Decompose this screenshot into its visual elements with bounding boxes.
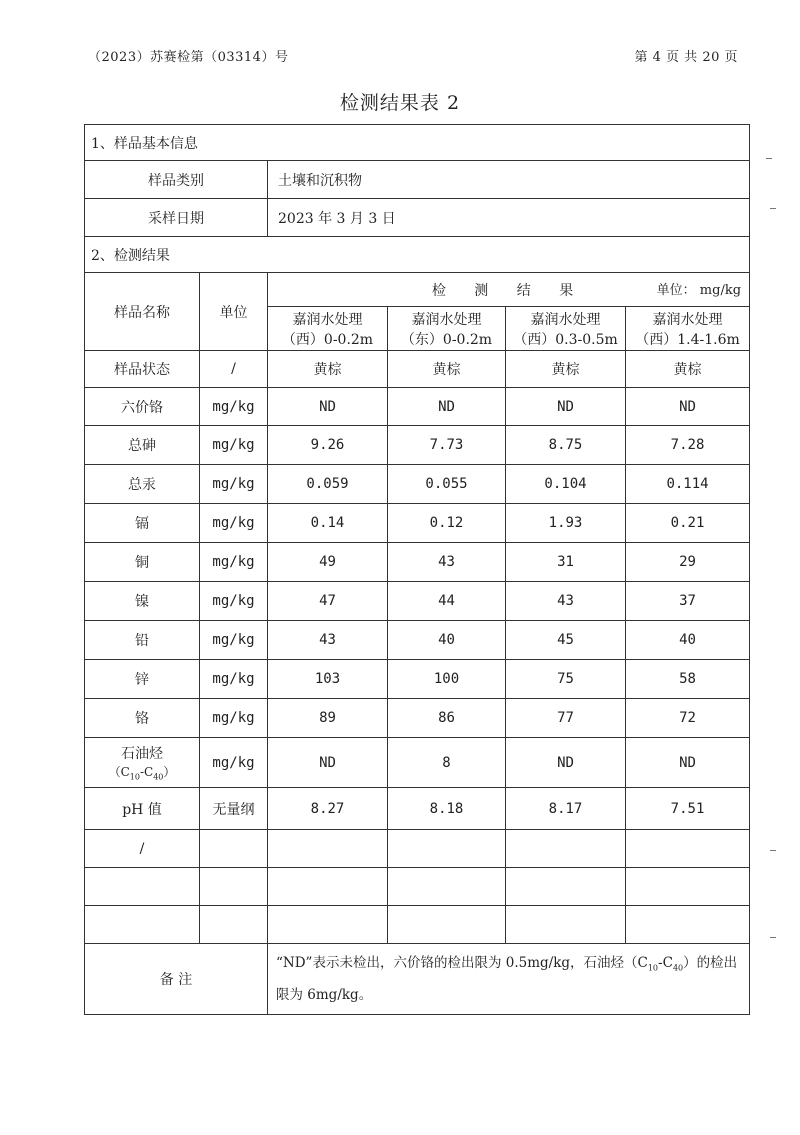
row-value: ND — [506, 738, 626, 788]
row-value: ND — [268, 388, 388, 426]
row-value: ND — [626, 388, 750, 426]
row-value: 43 — [388, 543, 506, 582]
sampling-date-label: 采样日期 — [85, 199, 268, 237]
category-value: 土壤和沉积物 — [268, 161, 750, 199]
sample-line1: 嘉润水处理 — [530, 311, 601, 328]
row-value: 72 — [626, 699, 750, 738]
sample-line1: 嘉润水处理 — [292, 311, 363, 328]
petroleum-name: 石油烃 — [121, 746, 163, 763]
sample-line2: （西）1.4-1.6m — [635, 331, 740, 348]
result-title: 检 测 结 果 — [431, 282, 586, 299]
row-unit: mg/kg — [200, 660, 268, 699]
basic-info-section-row — [85, 125, 750, 161]
col-header-unit: 单位 — [200, 273, 268, 351]
sample-line2: （西）0.3-0.5m — [513, 331, 618, 348]
row-value: 58 — [626, 660, 750, 699]
col-header-results — [268, 273, 750, 307]
row-value: 9.26 — [268, 426, 388, 465]
row-value: 8.17 — [506, 788, 626, 830]
result-table-container — [84, 124, 749, 1015]
margin-mark — [770, 208, 776, 209]
row-unit: / — [200, 351, 268, 388]
row-value: 1.93 — [506, 504, 626, 543]
row-name: 镉 — [85, 504, 200, 543]
row-value: 黄棕 — [388, 351, 506, 388]
row-value: 8.18 — [388, 788, 506, 830]
row-value: 7.28 — [626, 426, 750, 465]
sampling-date-row — [85, 199, 750, 237]
row-name: 铬 — [85, 699, 200, 738]
table-row — [85, 543, 750, 582]
row-name: pH 值 — [85, 788, 200, 830]
row-value: 43 — [268, 621, 388, 660]
row-value: 0.14 — [268, 504, 388, 543]
row-unit: mg/kg — [200, 388, 268, 426]
row-value: 29 — [626, 543, 750, 582]
sampling-date-value: 2023 年 3 月 3 日 — [268, 199, 750, 237]
row-value: 40 — [388, 621, 506, 660]
row-unit: mg/kg — [200, 699, 268, 738]
result-header-row — [85, 273, 750, 307]
row-value: 黄棕 — [268, 351, 388, 388]
row-name: 总汞 — [85, 465, 200, 504]
result-unit: 单位： mg/kg — [656, 283, 742, 298]
row-value: ND — [388, 388, 506, 426]
results-section-label: 2、检测结果 — [85, 237, 750, 273]
table-row-empty — [85, 868, 750, 906]
row-value: 100 — [388, 660, 506, 699]
table-row-petroleum — [85, 738, 750, 788]
petroleum-range: $(C_{10}-C_{40})$ — [108, 765, 176, 782]
sample-header — [506, 307, 626, 351]
row-value: 0.104 — [506, 465, 626, 504]
table-row — [85, 351, 750, 388]
row-name: 锌 — [85, 660, 200, 699]
row-unit: mg/kg — [200, 738, 268, 788]
category-row — [85, 161, 750, 199]
margin-mark — [766, 158, 772, 159]
row-value: 0.055 — [388, 465, 506, 504]
table-row — [85, 660, 750, 699]
table-row — [85, 699, 750, 738]
row-value: 0.114 — [626, 465, 750, 504]
row-value: 89 — [268, 699, 388, 738]
table-row — [85, 465, 750, 504]
row-value: ND — [268, 738, 388, 788]
margin-mark — [770, 937, 776, 938]
sample-header — [388, 307, 506, 351]
sample-header — [626, 307, 750, 351]
report-number: （2023）苏赛检第（03314）号 — [88, 50, 289, 65]
row-value: 8.27 — [268, 788, 388, 830]
row-value: 77 — [506, 699, 626, 738]
table-row — [85, 388, 750, 426]
row-value: 8.75 — [506, 426, 626, 465]
remarks-row — [85, 944, 750, 1015]
table-row-empty — [85, 830, 750, 868]
row-value: 8 — [388, 738, 506, 788]
table-row — [85, 582, 750, 621]
table-row — [85, 621, 750, 660]
row-value: 31 — [506, 543, 626, 582]
row-name: 镍 — [85, 582, 200, 621]
margin-mark — [770, 850, 776, 851]
row-value: 45 — [506, 621, 626, 660]
row-value: 49 — [268, 543, 388, 582]
table-row-ph — [85, 788, 750, 830]
row-name: 总砷 — [85, 426, 200, 465]
basic-info-section-label: 1、样品基本信息 — [85, 125, 750, 161]
row-value: 0.059 — [268, 465, 388, 504]
row-value: ND — [626, 738, 750, 788]
row-name-petroleum — [85, 738, 200, 788]
row-value: 黄棕 — [506, 351, 626, 388]
result-table — [84, 124, 750, 1015]
row-unit: mg/kg — [200, 504, 268, 543]
sample-header — [268, 307, 388, 351]
remarks-text: “ND”表示未检出，六价铬的检出限为 0.5mg/kg，石油烃$(C_{10}-C_{40})$的检出限为 6mg/kg。 — [268, 944, 750, 1015]
sample-line1: 嘉润水处理 — [652, 311, 723, 328]
row-unit: mg/kg — [200, 543, 268, 582]
row-value: 7.73 — [388, 426, 506, 465]
col-header-sample-name: 样品名称 — [85, 273, 200, 351]
page-indicator: 第 4 页 共 20 页 — [634, 50, 738, 65]
row-value: 47 — [268, 582, 388, 621]
row-name: 样品状态 — [85, 351, 200, 388]
table-row — [85, 426, 750, 465]
slash-cell: / — [85, 830, 200, 868]
page-title: 检测结果表 2 — [339, 92, 461, 114]
remarks-label: 备 注 — [85, 944, 268, 1015]
row-value: 40 — [626, 621, 750, 660]
row-value: 37 — [626, 582, 750, 621]
row-name: 铅 — [85, 621, 200, 660]
table-row-empty — [85, 906, 750, 944]
sample-line2: （西）0-0.2m — [281, 331, 374, 348]
row-value: 43 — [506, 582, 626, 621]
table-row — [85, 504, 750, 543]
sample-line2: （东）0-0.2m — [400, 331, 493, 348]
row-value: 86 — [388, 699, 506, 738]
row-value: ND — [506, 388, 626, 426]
row-unit: mg/kg — [200, 465, 268, 504]
row-value: 0.21 — [626, 504, 750, 543]
row-value: 103 — [268, 660, 388, 699]
row-value: 44 — [388, 582, 506, 621]
row-unit: 无量纲 — [200, 788, 268, 830]
row-unit: mg/kg — [200, 426, 268, 465]
row-value: 黄棕 — [626, 351, 750, 388]
row-unit: mg/kg — [200, 582, 268, 621]
sample-line1: 嘉润水处理 — [411, 311, 482, 328]
category-label: 样品类别 — [85, 161, 268, 199]
row-value: 7.51 — [626, 788, 750, 830]
row-name: 六价铬 — [85, 388, 200, 426]
row-name: 铜 — [85, 543, 200, 582]
results-section-row — [85, 237, 750, 273]
row-value: 0.12 — [388, 504, 506, 543]
row-unit: mg/kg — [200, 621, 268, 660]
row-value: 75 — [506, 660, 626, 699]
